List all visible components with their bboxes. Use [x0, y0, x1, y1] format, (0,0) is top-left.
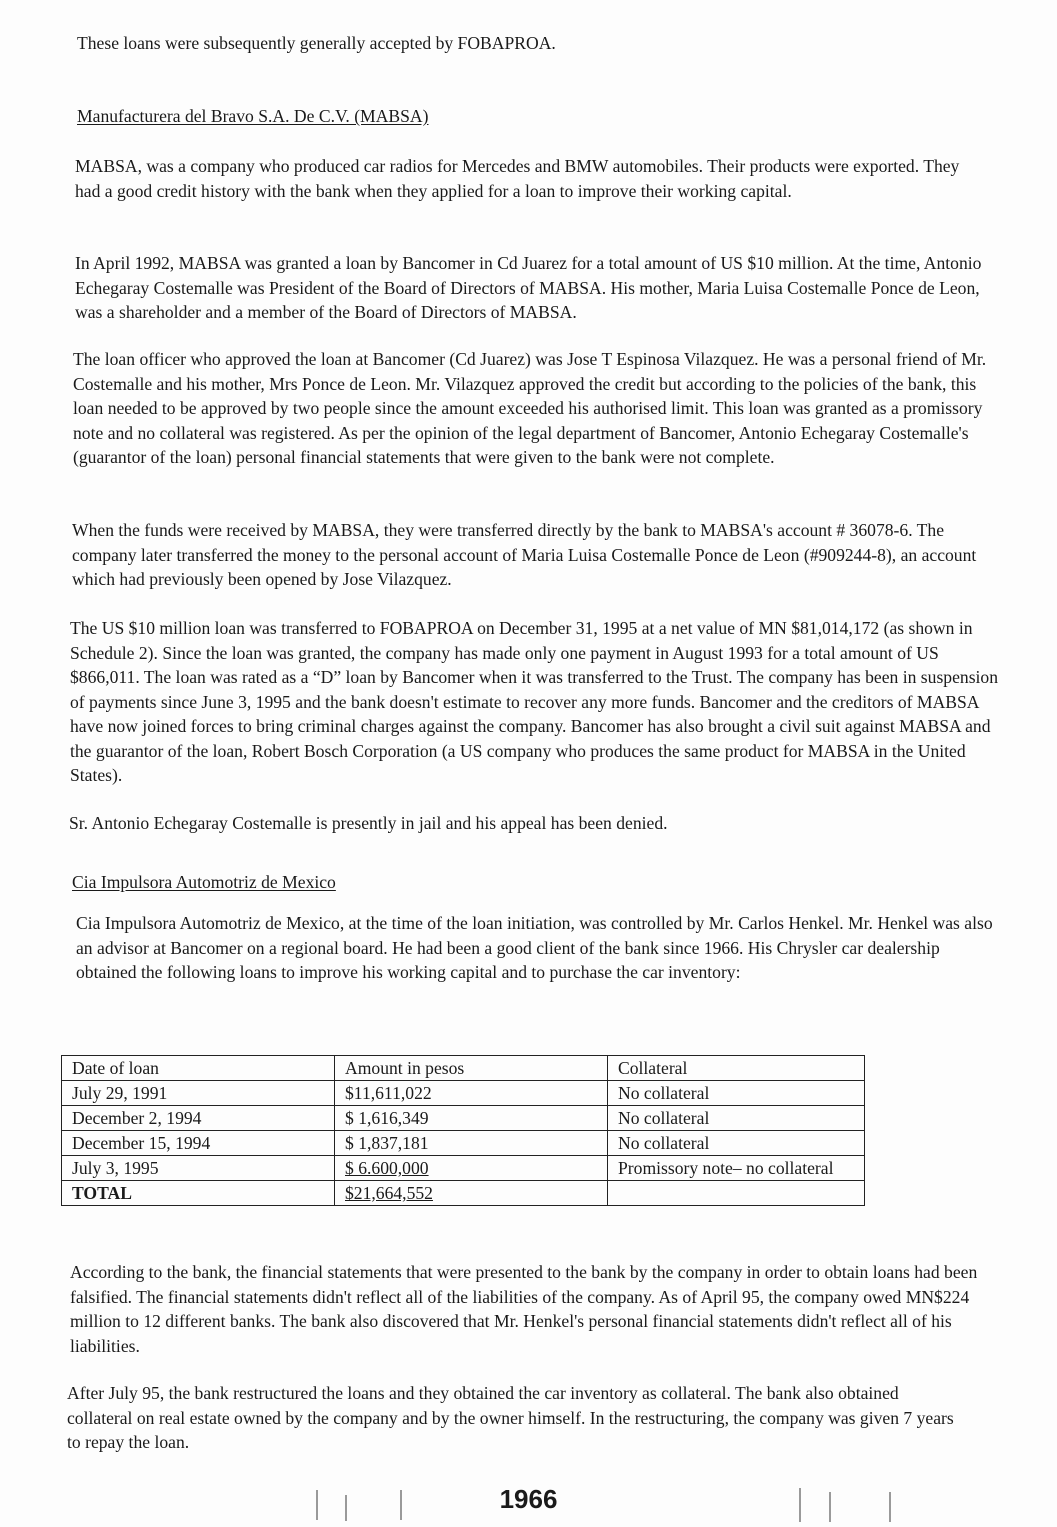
- cia-intro-paragraph: Cia Impulsora Automotriz de Mexico, at the time of the loan initiation, was controlled by Mr. Carlos Henkel. Mr. Henkel was also an advisor at Bancomer on a regional board. He had been a good client of the bank since 1966. His Chrysler car dealership obtained the following loans to improve his working capital and to purchase the car inventory:: [76, 913, 993, 982]
- cell-total-amount-text: $21,664,552: [345, 1183, 433, 1203]
- scan-mark: [400, 1490, 402, 1520]
- intro-paragraph: These loans were subsequently generally accepted by FOBAPROA.: [77, 33, 556, 53]
- scan-mark: [829, 1492, 831, 1522]
- mabsa-paragraph-6: Sr. Antonio Echegaray Costemalle is presently in jail and his appeal has been denied.: [69, 813, 668, 833]
- cell-collateral: No collateral: [608, 1131, 865, 1156]
- table-row: [62, 1156, 865, 1181]
- header-amount-in-pesos: Amount in pesos: [335, 1056, 608, 1081]
- table-row: [62, 1081, 865, 1106]
- page-number: 1966: [499, 1484, 558, 1514]
- cell-amount: [335, 1156, 608, 1181]
- loans-table-wrapper: [61, 1055, 865, 1206]
- table-header-row: [62, 1056, 865, 1081]
- cell-amount: $ 1,837,181: [335, 1131, 608, 1156]
- scan-mark: [345, 1495, 347, 1521]
- cell-collateral: No collateral: [608, 1106, 865, 1131]
- mabsa-paragraph-3: The loan officer who approved the loan at Bancomer (Cd Juarez) was Jose T Espinosa Vilazquez. He was a personal friend of Mr. Costemalle and his mother, Mrs Ponce de Leon. Mr. Vilazquez approved the credit but according to the policies of the bank, this loan needed to be approved by two people since the amount exceeded his authorised limit. This loan was granted as a promissory note and no collateral was registered. As per the opinion of the legal department of Bancomer, Antonio Echegaray Costemalle's (guarantor of the loan) personal financial statements that were given to the bank were not complete.: [73, 349, 987, 467]
- header-collateral: Collateral: [608, 1056, 865, 1081]
- cia-paragraph-2: After July 95, the bank restructured the loans and they obtained the car inventory as collateral. The bank also obtained collateral on real estate owned by the company and by the owner himself. In the restructuring, the company was given 7 years to repay the loan.: [67, 1383, 954, 1452]
- mabsa-paragraph-4: When the funds were received by MABSA, they were transferred directly by the bank to MABSA's account # 36078-6. The company later transferred the money to the personal account of Maria Luisa Costemalle Ponce de Leon (#909244-8), an account which had previously been opened by Jose Vilazquez.: [72, 520, 977, 589]
- cell-total-collateral: [608, 1181, 865, 1206]
- cell-collateral: Promissory note– no collateral: [608, 1156, 865, 1181]
- cell-amount: $ 1,616,349: [335, 1106, 608, 1131]
- header-date-of-loan: Date of loan: [62, 1056, 335, 1081]
- cell-amount: $11,611,022: [335, 1081, 608, 1106]
- scan-mark: [799, 1488, 801, 1522]
- cell-total-amount: [335, 1181, 608, 1206]
- mabsa-heading: Manufacturera del Bravo S.A. De C.V. (MABSA): [77, 106, 429, 126]
- cell-amount-text: $ 6.600,000: [345, 1158, 429, 1178]
- cell-total-label: TOTAL: [62, 1181, 335, 1206]
- scan-mark: [889, 1492, 891, 1522]
- cell-date: July 3, 1995: [62, 1156, 335, 1181]
- cell-date: December 15, 1994: [62, 1131, 335, 1156]
- cia-paragraph-1: According to the bank, the financial statements that were presented to the bank by the company in order to obtain loans had been falsified. The financial statements didn't reflect all of the liabilities of the company. As of April 95, the company owed MN$224 million to 12 different banks. The bank also discovered that Mr. Henkel's personal financial statements didn't reflect all of his liabilities.: [70, 1262, 978, 1356]
- scan-mark: [316, 1490, 318, 1520]
- table-row: [62, 1106, 865, 1131]
- cell-collateral: No collateral: [608, 1081, 865, 1106]
- cia-heading: Cia Impulsora Automotriz de Mexico: [72, 872, 336, 892]
- cell-date: July 29, 1991: [62, 1081, 335, 1106]
- cell-date: December 2, 1994: [62, 1106, 335, 1131]
- table-row: [62, 1131, 865, 1156]
- mabsa-paragraph-2: In April 1992, MABSA was granted a loan by Bancomer in Cd Juarez for a total amount of US $10 million. At the time, Antonio Echegaray Costemalle was President of the Board of Directors of MABSA. His mother, Maria Luisa Costemalle Ponce de Leon, was a shareholder and a member of the Board of Directors of MABSA.: [75, 253, 982, 322]
- table-total-row: [62, 1181, 865, 1206]
- mabsa-paragraph-5: The US $10 million loan was transferred to FOBAPROA on December 31, 1995 at a net value of MN $81,014,172 (as shown in Schedule 2). Since the loan was granted, the company has made only one payment in August 1993 for a total amount of US $866,011. The loan was rated as a “D” loan by Bancomer when it was transferred to the Trust. The company has been in suspension of payments since June 3, 1995 and the bank doesn't estimate to recover any more funds. Bancomer and the creditors of MABSA have now joined forces to bring criminal charges against the company. Bancomer has also brought a civil suit against MABSA and the guarantor of the loan, Robert Bosch Corporation (a US company who produces the same product for MABSA in the United States).: [70, 618, 999, 785]
- loans-table: [61, 1055, 865, 1206]
- mabsa-paragraph-1: MABSA, was a company who produced car radios for Mercedes and BMW automobiles. Their products were exported. They had a good credit history with the bank when they applied for a loan to improve their working capital.: [75, 156, 960, 201]
